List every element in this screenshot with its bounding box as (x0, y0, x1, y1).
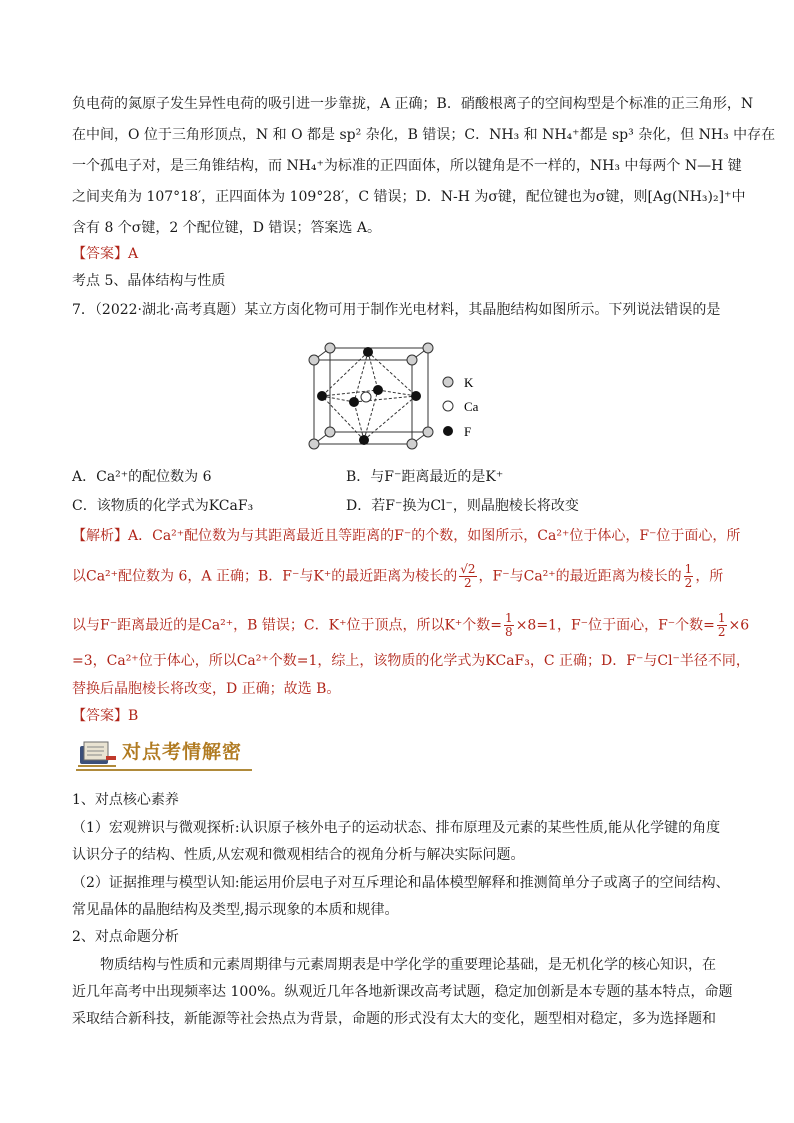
fraction: $\frac{1}{2}$ (684, 562, 693, 590)
answer-label: 【答案】A (72, 246, 139, 262)
legend-f: F (464, 424, 472, 439)
section-heading: 1、对点核心素养 (72, 792, 179, 808)
banner-title: 对点考情解密 (122, 741, 243, 763)
analysis-line: 以与F⁻距离最近的是Ca²⁺，B 错误；C．K⁺位于顶点，所以K⁺个数= $\frac{1}{8}$ ×8=1，F⁻位于面心，F⁻个数= $\frac{1}{2}$ ×6 (72, 611, 750, 639)
banner-underline (76, 769, 252, 771)
fraction: $\frac{1}{2}$ (717, 611, 726, 639)
section-heading: 2、对点命题分析 (72, 929, 179, 945)
paragraph-line: 采取结合新科技，新能源等社会热点为背景，命题的形式没有太大的变化，题型相对稳定，多为选择题和 (72, 1011, 716, 1027)
fraction: $\frac{√2}{2}$ (460, 562, 476, 590)
paragraph-line: （1）宏观辨识与微观探析:认识原子核外电子的运动状态、排布原理及元素的某些性质,能从化学键的角度 (72, 820, 721, 836)
paragraph-line: 认识分子的结构、性质,从宏观和微观相结合的视角分析与解决实际问题。 (72, 847, 525, 863)
option-c: C．该物质的化学式为KCaF₃ (72, 498, 254, 514)
option-d: D．若F⁻换为Cl⁻，则晶胞棱长将改变 (346, 498, 579, 514)
paragraph-line: 在中间，O 位于三角形顶点，N 和 O 都是 sp² 杂化，B 错误；C．NH₃ 和 NH₄⁺都是 sp³ 杂化，但 NH₃ 中存在 (72, 127, 776, 143)
option-a: A．Ca²⁺的配位数为 6 (72, 469, 212, 485)
analysis-line: 替换后晶胞棱长将改变，D 正确；故选 B。 (72, 681, 341, 697)
analysis-line: 【解析】A．Ca²⁺配位数为与其距离最近且等距离的F⁻的个数，如图所示，Ca²⁺位于体心，F⁻位于面心，所 (72, 528, 741, 544)
analysis-line: =3，Ca²⁺位于体心，所以Ca²⁺个数=1，综上，该物质的化学式为KCaF₃，C 正确；D．F⁻与Cl⁻半径不同， (72, 653, 750, 669)
legend-k: K (464, 375, 474, 390)
analysis-line: 以Ca²⁺配位数为 6，A 正确；B．F⁻与K⁺的最近距离为棱长的 $\frac{√2}{2}$ ，F⁻与Ca²⁺的最近距离为棱长的 $\frac{1}{2}$ ，所 (72, 562, 724, 590)
section-heading: 考点 5、晶体结构与性质 (72, 273, 226, 289)
paragraph-line: 物质结构与性质和元素周期律与元素周期表是中学化学的重要理论基础，是无机化学的核心知识，在 (100, 957, 716, 973)
paragraph-line: 之间夹角为 107°18′，正四面体为 109°28′，C 错误；D．N-H 为σ键，配位键也为σ键，则[Ag(NH₃)₂]⁺中 (72, 189, 746, 205)
question-stem: 7．（2022·湖北·高考真题）某立方卤化物可用于制作光电材料，其晶胞结构如图所示。下列说法错误的是 (72, 302, 721, 318)
fraction: $\frac{1}{8}$ (505, 611, 513, 639)
paragraph-line: 含有 8 个σ键，2 个配位键，D 错误；答案选 A。 (72, 220, 381, 236)
crystal-structure-figure (300, 342, 500, 462)
book-icon (78, 742, 116, 766)
paragraph-line: 负电荷的氮原子发生异性电荷的吸引进一步靠拢，A 正确；B．硝酸根离子的空间构型是个标准的正三角形，N (72, 96, 754, 112)
option-b: B．与F⁻距离最近的是K⁺ (346, 469, 504, 485)
paragraph-line: （2）证据推理与模型认知:能运用价层电子对互斥理论和晶体模型解释和推测简单分子或离子的空间结构、 (72, 875, 730, 891)
paragraph-line: 常见晶体的晶胞结构及类型,揭示现象的本质和规律。 (72, 902, 399, 918)
paragraph-line: 一个孤电子对，是三角锥结构，而 NH₄⁺为标准的正四面体，所以键角是不一样的，NH₃ 中每两个 N—H 键 (72, 158, 742, 174)
legend-ca: Ca (464, 399, 479, 414)
answer-label: 【答案】B (72, 708, 139, 724)
paragraph-line: 近几年高考中出现频率达 100%。纵观近几年各地新课改高考试题，稳定加创新是本专题的基本特点，命题 (72, 984, 733, 1000)
